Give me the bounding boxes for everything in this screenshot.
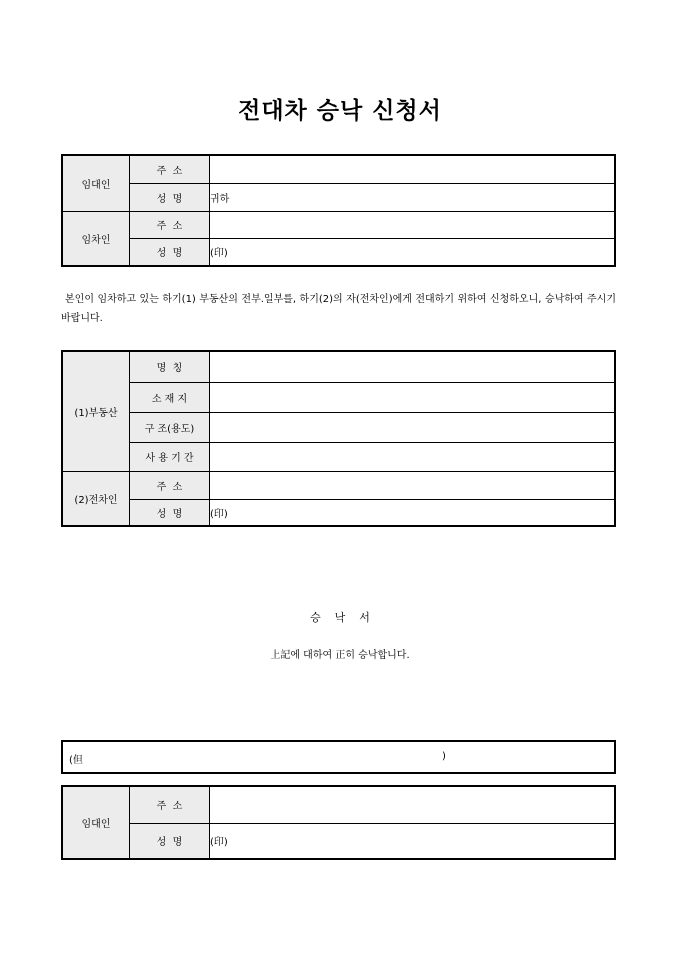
proviso-close: ) <box>442 751 446 762</box>
lessor-sign-head: 임대인 <box>62 786 130 859</box>
lessee-address-field[interactable] <box>210 211 616 238</box>
lessor-name-label: 성 명 <box>130 183 210 211</box>
property-period-field[interactable] <box>210 442 616 471</box>
lessor-sign-name-field[interactable]: (印) <box>210 823 616 859</box>
property-head: (1)부동산 <box>62 351 130 471</box>
lessor-head: 임대인 <box>62 155 130 211</box>
sublessee-name-field[interactable]: (印) <box>210 499 616 526</box>
lessor-address-field[interactable] <box>210 155 616 183</box>
consent-title: 승 낙 서 <box>310 611 370 624</box>
document-title: 전대차 승낙 신청서 <box>238 98 442 124</box>
property-structure-field[interactable] <box>210 412 616 442</box>
property-location-label: 소 재 지 <box>130 382 210 412</box>
parties-table <box>61 154 616 267</box>
proviso-open: (但 <box>69 755 83 766</box>
lessee-name-field[interactable]: (印) <box>210 238 616 266</box>
consent-text: 上記에 대하여 正히 승낙합니다. <box>270 650 410 661</box>
lessee-address-label: 주 소 <box>130 211 210 238</box>
lessor-name-field[interactable]: 귀하 <box>210 183 616 211</box>
lessor-sign-address-field[interactable] <box>210 786 616 823</box>
sublessee-address-label: 주 소 <box>130 471 210 499</box>
lessee-name-label: 성 명 <box>130 238 210 266</box>
property-table <box>61 350 616 527</box>
lessee-head: 임차인 <box>62 211 130 266</box>
sublessee-head: (2)전차인 <box>62 471 130 526</box>
property-structure-label: 구 조(용도) <box>130 412 210 442</box>
property-name-field[interactable] <box>210 351 616 382</box>
sublessee-address-field[interactable] <box>210 471 616 499</box>
sublessee-name-label: 성 명 <box>130 499 210 526</box>
lessor-sign-name-label: 성 명 <box>130 823 210 859</box>
proviso-box[interactable] <box>61 740 616 774</box>
lessor-sign-address-label: 주 소 <box>130 786 210 823</box>
property-name-label: 명 칭 <box>130 351 210 382</box>
lessor-sign-table <box>61 785 616 860</box>
property-location-field[interactable] <box>210 382 616 412</box>
request-paragraph: 본인이 임차하고 있는 하기(1) 부동산의 전부.일부를, 하기(2)의 자(전차인)에게 전대하기 위하여 신청하오니, 승낙하여 주시기 바랍니다. <box>61 294 616 324</box>
property-period-label: 사 용 기 간 <box>130 442 210 471</box>
lessor-address-label: 주 소 <box>130 155 210 183</box>
